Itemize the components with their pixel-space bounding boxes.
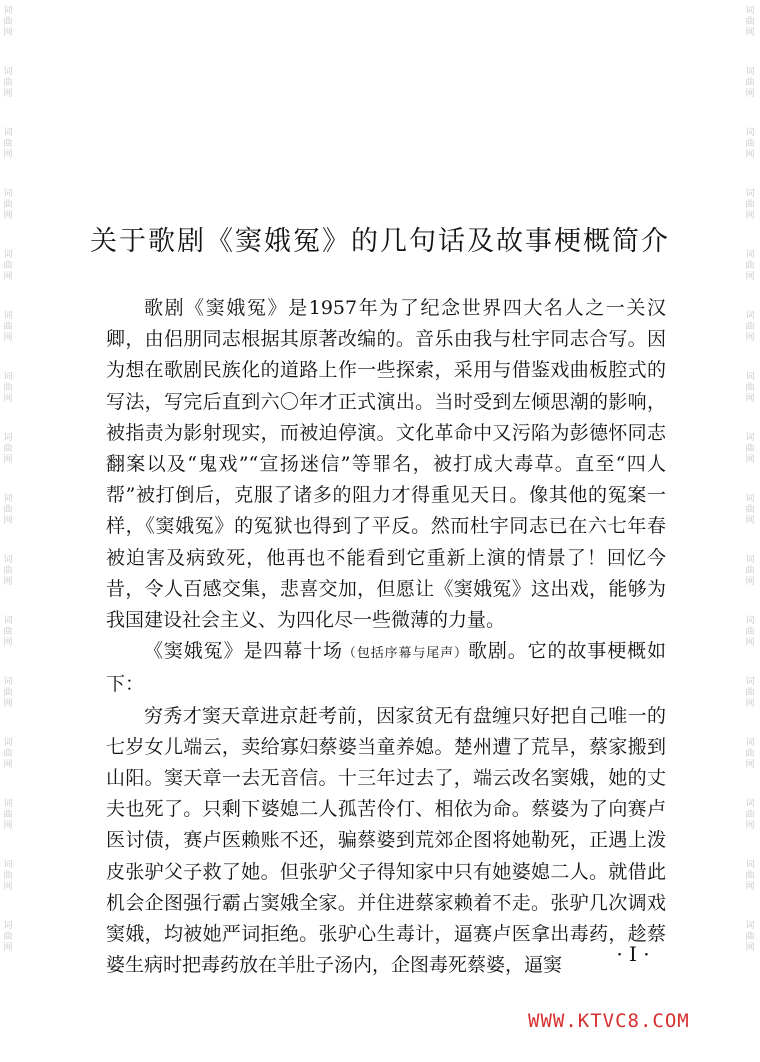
- watermark-char: 词: [745, 677, 755, 687]
- watermark-char: 词: [745, 6, 755, 16]
- watermark-mark: [3, 67, 12, 100]
- watermark-char: 网: [3, 150, 13, 160]
- watermark-char: 词: [3, 677, 13, 687]
- watermark-char: 网: [3, 394, 13, 404]
- watermark-char: 网: [3, 760, 13, 770]
- intro-paragraph: 歌剧《窦娥冤》是1957年为了纪念世界四大名人之一关汉卿，由侣朋同志根据其原著改编的。音乐由我与杜宇同志合写。因为想在歌剧民族化的道路上作一些探索，采用与借鉴戏曲板腔式的写法，写完后直到六〇年才正式演出。当时受到左倾思潮的影响，被指责为影射现实，而被迫停演。文化革命中又污陷为彭德怀同志翻案以及“鬼戏”“宣扬迷信”等罪名，被打成大毒草。直至“四人帮”被打倒后，克服了诸多的阻力才得重见天日。像其他的冤案一样，《窦娥冤》的冤狱也得到了平反。然而杜宇同志已在六七年春被迫害及病致死，他再也不能看到它重新上演的情景了！回忆今昔，令人百感交集，悲喜交加，但愿让《窦娥冤》这出戏，能够为我国建设社会主义、为四化尽一些微薄的力量。: [106, 297, 666, 632]
- watermark-mark: [745, 616, 754, 649]
- watermark-char: 曲: [3, 627, 13, 637]
- watermark-char: 曲: [3, 383, 13, 393]
- watermark-mark: [3, 311, 12, 344]
- watermark-char: 曲: [3, 749, 13, 759]
- watermark-mark: [745, 494, 754, 527]
- watermark-char: 曲: [3, 932, 13, 942]
- watermark-mark: [3, 677, 12, 710]
- watermark-char: 曲: [745, 932, 755, 942]
- watermark-char: 网: [745, 394, 755, 404]
- watermark-char: 曲: [745, 261, 755, 271]
- watermark-char: 词: [745, 128, 755, 138]
- watermark-mark: [745, 6, 754, 39]
- watermark-mark: [3, 860, 12, 893]
- watermark-mark: [3, 921, 12, 954]
- watermark-mark: [3, 616, 12, 649]
- watermark-char: 曲: [745, 749, 755, 759]
- watermark-mark: [3, 372, 12, 405]
- watermark-char: 网: [3, 638, 13, 648]
- watermark-char: 词: [745, 250, 755, 260]
- watermark-char: 网: [745, 638, 755, 648]
- watermark-char: 网: [3, 272, 13, 282]
- watermark-char: 曲: [745, 139, 755, 149]
- watermark-char: 网: [3, 943, 13, 953]
- watermark-mark: [3, 738, 12, 771]
- watermark-mark: [745, 433, 754, 466]
- watermark-char: 网: [3, 89, 13, 99]
- watermark-char: 网: [3, 882, 13, 892]
- watermark-char: 网: [3, 516, 13, 526]
- watermark-char: 网: [745, 943, 755, 953]
- watermark-char: 词: [3, 433, 13, 443]
- watermark-char: 词: [3, 372, 13, 382]
- watermark-char: 网: [745, 760, 755, 770]
- watermark-char: 曲: [745, 383, 755, 393]
- watermark-mark: [745, 799, 754, 832]
- watermark-mark: [745, 555, 754, 588]
- watermark-char: 词: [3, 738, 13, 748]
- watermark-mark: [3, 494, 12, 527]
- watermark-char: 词: [3, 311, 13, 321]
- watermark-char: 曲: [3, 444, 13, 454]
- watermark-char: 网: [745, 211, 755, 221]
- watermark-char: 词: [3, 189, 13, 199]
- synopsis-intro-paragraph: [106, 636, 666, 700]
- watermark-char: 曲: [3, 139, 13, 149]
- watermark-char: 曲: [3, 566, 13, 576]
- watermark-char: 词: [3, 555, 13, 565]
- watermark-char: 词: [3, 494, 13, 504]
- watermark-column-left: [0, 0, 16, 1062]
- watermark-char: 曲: [3, 871, 13, 881]
- watermark-char: 曲: [3, 78, 13, 88]
- watermark-mark: [3, 799, 12, 832]
- watermark-char: 曲: [745, 688, 755, 698]
- watermark-mark: [3, 128, 12, 161]
- watermark-char: 网: [3, 821, 13, 831]
- watermark-char: 词: [3, 799, 13, 809]
- watermark-char: 词: [3, 921, 13, 931]
- watermark-char: 网: [745, 272, 755, 282]
- watermark-char: 曲: [745, 627, 755, 637]
- synopsis-intro-before: 《窦娥冤》是四幕十场: [144, 640, 343, 663]
- watermark-char: 曲: [745, 566, 755, 576]
- watermark-char: 网: [745, 455, 755, 465]
- watermark-mark: [745, 738, 754, 771]
- watermark-char: 词: [3, 67, 13, 77]
- watermark-mark: [3, 433, 12, 466]
- watermark-char: 网: [3, 333, 13, 343]
- watermark-char: 曲: [3, 261, 13, 271]
- watermark-char: 网: [745, 882, 755, 892]
- watermark-char: 词: [745, 738, 755, 748]
- watermark-mark: [745, 921, 754, 954]
- page-title: 关于歌剧《窦娥冤》的几句话及故事梗概简介: [90, 226, 670, 257]
- watermark-char: 曲: [745, 444, 755, 454]
- watermark-char: 词: [3, 860, 13, 870]
- watermark-char: 网: [745, 516, 755, 526]
- watermark-char: 词: [745, 616, 755, 626]
- watermark-mark: [745, 189, 754, 222]
- watermark-column-right: [742, 0, 758, 1062]
- watermark-char: 词: [745, 67, 755, 77]
- watermark-char: 网: [745, 333, 755, 343]
- watermark-mark: [3, 555, 12, 588]
- watermark-char: 词: [745, 799, 755, 809]
- watermark-char: 网: [745, 89, 755, 99]
- watermark-char: 词: [745, 372, 755, 382]
- watermark-char: 曲: [745, 505, 755, 515]
- watermark-char: 网: [3, 699, 13, 709]
- watermark-char: 词: [3, 6, 13, 16]
- watermark-char: 网: [3, 577, 13, 587]
- watermark-char: 曲: [745, 78, 755, 88]
- watermark-char: 网: [3, 211, 13, 221]
- synopsis-intro-after: 歌剧。它的故事梗概如下：: [106, 640, 666, 696]
- watermark-char: 曲: [3, 200, 13, 210]
- watermark-char: 曲: [745, 200, 755, 210]
- watermark-mark: [3, 189, 12, 222]
- synopsis-paragraph: 穷秀才窦天章进京赶考前，因家贫无有盘缠只好把自己唯一的七岁女儿端云，卖给寡妇蔡婆当童养媳。楚州遭了荒旱，蔡家搬到山阳。窦天章一去无音信。十三年过去了，端云改名窦娥，她的丈夫也死了。只剩下婆媳二人孤苦伶仃、相依为命。蔡婆为了向赛卢医讨债，赛卢医赖账不还，骗蔡婆到荒郊企图将她勒死，正遇上泼皮张驴父子救了她。但张驴父子得知家中只有她婆媳二人。就借此机会企图强行霸占窦娥全家。并住进蔡家赖着不走。张驴几次调戏窦娥，均被她严词拒绝。张驴心生毒计，逼赛卢医拿出毒药，趁蔡婆生病时把毒药放在羊肚子汤内，企图毒死蔡婆，逼窦: [106, 704, 666, 977]
- watermark-char: 网: [3, 28, 13, 38]
- body-text: [106, 293, 666, 981]
- watermark-char: 词: [745, 860, 755, 870]
- watermark-char: 词: [745, 311, 755, 321]
- page-number: · I ·: [616, 942, 650, 966]
- synopsis-intro-note: （包括序幕与尾声）: [342, 646, 468, 662]
- watermark-char: 曲: [3, 322, 13, 332]
- watermark-mark: [745, 860, 754, 893]
- watermark-char: 网: [745, 821, 755, 831]
- watermark-char: 网: [745, 150, 755, 160]
- watermark-char: 网: [3, 455, 13, 465]
- watermark-mark: [745, 67, 754, 100]
- watermark-mark: [745, 372, 754, 405]
- watermark-char: 曲: [745, 871, 755, 881]
- watermark-char: 网: [745, 28, 755, 38]
- watermark-char: 网: [745, 699, 755, 709]
- watermark-char: 曲: [3, 810, 13, 820]
- watermark-mark: [3, 6, 12, 39]
- watermark-char: 曲: [3, 17, 13, 27]
- watermark-char: 词: [745, 433, 755, 443]
- watermark-char: 词: [745, 921, 755, 931]
- site-url-watermark: WWW.KTVC8.COM: [528, 1010, 690, 1032]
- watermark-char: 网: [745, 577, 755, 587]
- watermark-char: 曲: [745, 17, 755, 27]
- watermark-mark: [745, 677, 754, 710]
- watermark-char: 词: [3, 128, 13, 138]
- watermark-char: 曲: [3, 505, 13, 515]
- watermark-char: 词: [3, 616, 13, 626]
- watermark-mark: [745, 128, 754, 161]
- watermark-mark: [745, 311, 754, 344]
- watermark-char: 曲: [745, 810, 755, 820]
- watermark-char: 词: [745, 555, 755, 565]
- watermark-char: 曲: [745, 322, 755, 332]
- watermark-char: 曲: [3, 688, 13, 698]
- watermark-char: 词: [745, 189, 755, 199]
- watermark-char: 词: [745, 494, 755, 504]
- watermark-char: 词: [3, 250, 13, 260]
